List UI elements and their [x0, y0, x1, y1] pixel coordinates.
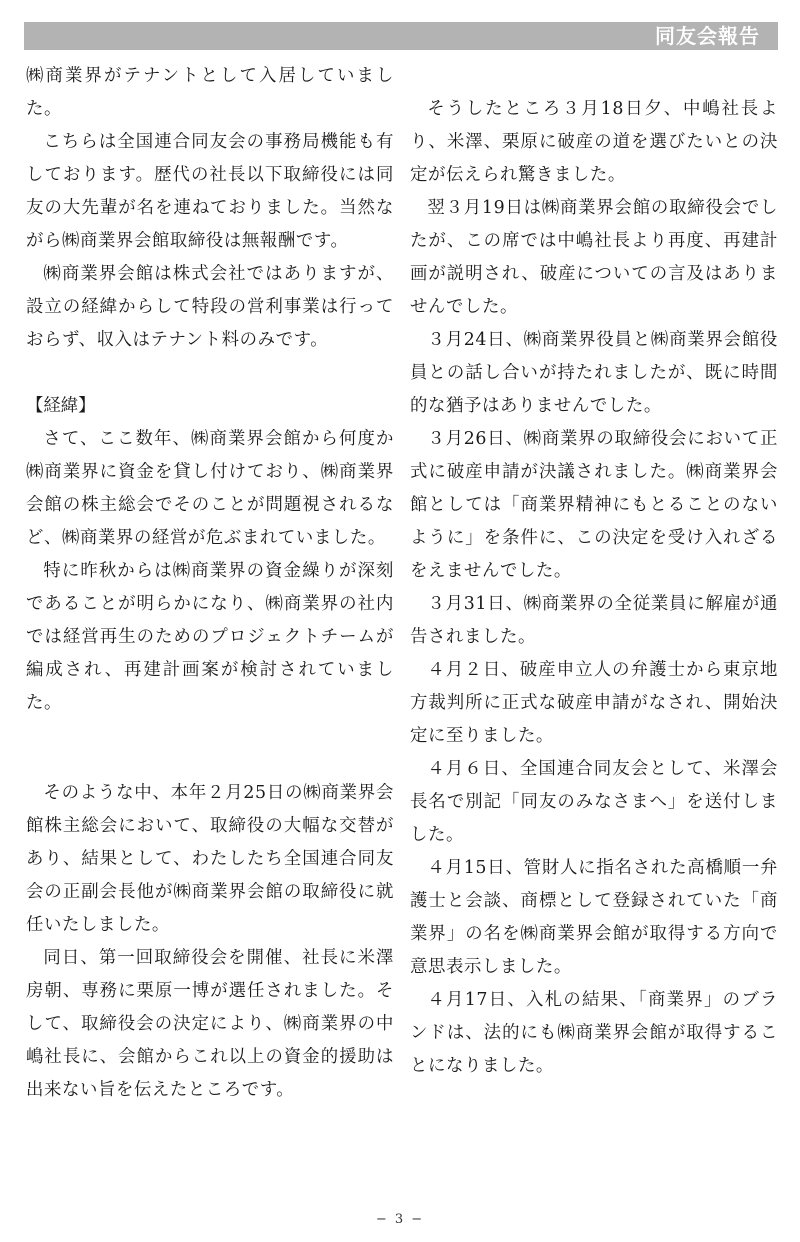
paragraph: ４月15日、管財人に指名された高橋順一弁護士と会談、商標として登録されていた「商業界」の名を㈱商業界会館が取得する方向で意思表示しました。 [410, 858, 778, 977]
paragraph: ３月24日、㈱商業界役員と㈱商業界会館役員との話し合いが持たれましたが、既に時間的な猶予はありませんでした。 [410, 330, 778, 416]
paragraph: ４月２日、破産申立人の弁護士から東京地方裁判所に正式な破産申請がなされ、開始決定に至りました。 [410, 660, 778, 746]
paragraph: ㈱商業界会館は株式会社ではありますが、設立の経緯からして特段の営利事業は行っておらず、収入はテナント料のみです。 [26, 264, 394, 350]
paragraph: ３月26日、㈱商業界の取締役会において正式に破産申請が決議されました。㈱商業界会館としては「商業界精神にもとることのないように」を条件に、この決定を受け入れざるをえませんでした。 [410, 429, 778, 581]
paragraph: そのような中、本年２月25日の㈱商業界会館株主総会において、取締役の大幅な交替があり、結果として、わたしたち全国連合同友会の正副会長他が㈱商業界会館の取締役に就任いたしました。 [26, 783, 394, 935]
paragraph: こちらは全国連合同友会の事務局機能も有しております。歴代の社長以下取締役には同友の大先輩が名を連ねておりました。当然ながら㈱商業界会館取締役は無報酬です。 [26, 132, 394, 251]
paragraph: さて、ここ数年、㈱商業界会館から何度か㈱商業界に資金を貸し付けており、㈱商業界会館の株主総会でそのことが問題視されるなど、㈱商業界の経営が危ぶまれていました。 [26, 429, 394, 548]
spacer [26, 720, 394, 777]
page-number: − 3 − [375, 1212, 425, 1227]
section-header-bar [24, 22, 778, 50]
paragraph: そうしたところ３月18日夕、中嶋社長より、米澤、栗原に破産の道を選びたいとの決定が伝えられ驚きました。 [410, 99, 778, 185]
section-heading: 【経緯】 [26, 396, 96, 416]
right-column [410, 93, 778, 1083]
left-column [26, 60, 394, 1107]
paragraph: 翌３月19日は㈱商業界会館の取締役会でしたが、この席では中嶋社長より再度、再建計画が説明され、破産についての言及はありませんでした。 [410, 198, 778, 317]
paragraph: ３月31日、㈱商業界の全従業員に解雇が通告されました。 [410, 594, 778, 647]
paragraph: ４月17日、入札の結果、「商業界」のブランドは、法的にも㈱商業界会館が取得することになりました。 [410, 990, 778, 1076]
paragraph: ４月６日、全国連合同友会として、米澤会長名で別記「同友のみなさまへ」を送付しました。 [410, 759, 778, 845]
paragraph: 同日、第一回取締役会を開催、社長に米澤房朝、専務に栗原一博が選任されました。そして、取締役会の決定により、㈱商業界の中嶋社長に、会館からこれ以上の資金的援助は出来ない旨を伝えたところです。 [26, 948, 394, 1100]
section-title: 同友会報告 [655, 24, 760, 48]
paragraph: ㈱商業界がテナントとして入居していました。 [26, 66, 394, 119]
spacer [26, 357, 394, 390]
paragraph: 特に昨秋からは㈱商業界の資金繰りが深刻であることが明らかになり、㈱商業界の社内では経営再生のためのプロジェクトチームが編成され、再建計画案が検討されていました。 [26, 561, 394, 713]
